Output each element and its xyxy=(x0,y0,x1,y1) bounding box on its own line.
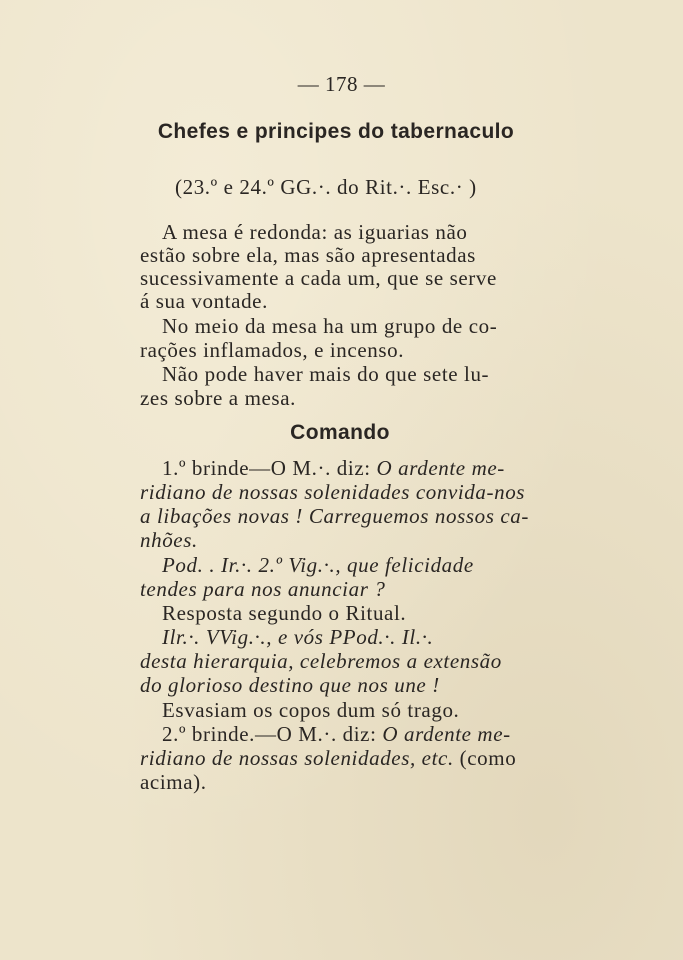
text-line: sucessivamente a cada um, que se serve xyxy=(140,266,497,290)
text-run: acima). xyxy=(140,770,207,794)
section-heading: Comando xyxy=(290,421,390,444)
text-line xyxy=(140,577,620,601)
page-number: — 178 — xyxy=(297,72,386,96)
text-line xyxy=(162,698,642,722)
text-line xyxy=(162,601,642,625)
text-line: rações inflamados, e incenso. xyxy=(140,338,405,362)
text-run: 1.º brinde—O M.·. diz: xyxy=(162,456,377,480)
text-line xyxy=(140,504,620,528)
text-line xyxy=(140,746,620,770)
italic-text: O ardente me- xyxy=(382,722,511,746)
italic-text: nhões. xyxy=(140,528,198,552)
text-line xyxy=(162,722,642,746)
text-line: estão sobre ela, mas são apresentadas xyxy=(140,243,476,267)
italic-text: a libações novas ! Carreguemos nossos ca- xyxy=(140,504,529,528)
text-run: 2.º brinde.—O M.·. diz: xyxy=(162,722,383,746)
italic-text: O ardente me- xyxy=(376,456,505,480)
text-line xyxy=(140,673,620,697)
chapter-title: Chefes e principes do tabernaculo xyxy=(157,120,515,143)
text-run: Esvasiam os copos dum só trago. xyxy=(162,698,460,722)
italic-text: tendes para nos anunciar ? xyxy=(140,577,386,601)
text-line: zes sobre a mesa. xyxy=(140,386,296,410)
text-line xyxy=(140,528,620,552)
italic-text: ridiano de nossas solenidades convida-nos xyxy=(140,480,526,504)
text-line xyxy=(140,480,620,504)
text-line: á sua vontade. xyxy=(140,289,268,313)
italic-text: Pod. . Ir.·. 2.º Vig.·., que felicidade xyxy=(162,553,474,577)
text-line: Não pode haver mais do que sete lu- xyxy=(162,362,490,386)
text-line: No meio da mesa ha um grupo de co- xyxy=(162,314,498,338)
italic-text: do glorioso destino que nos une ! xyxy=(140,673,440,697)
text-line xyxy=(162,625,642,649)
text-line xyxy=(140,649,620,673)
italic-text: Ilr.·. VVig.·., e vós PPod.·. Il.·. xyxy=(162,625,434,649)
text-run: (como xyxy=(453,746,517,770)
italic-text: ridiano de nossas solenidades, etc. xyxy=(140,746,454,770)
text-line xyxy=(162,553,642,577)
text-run: Resposta segundo o Ritual. xyxy=(162,601,407,625)
text-line xyxy=(140,770,620,794)
chapter-subtitle: (23.º e 24.º GG.·. do Rit.·. Esc.· ) xyxy=(175,175,477,199)
text-line: A mesa é redonda: as iguarias não xyxy=(162,220,468,244)
text-line xyxy=(162,456,642,480)
italic-text: desta hierarquia, celebremos a extensão xyxy=(140,649,502,673)
